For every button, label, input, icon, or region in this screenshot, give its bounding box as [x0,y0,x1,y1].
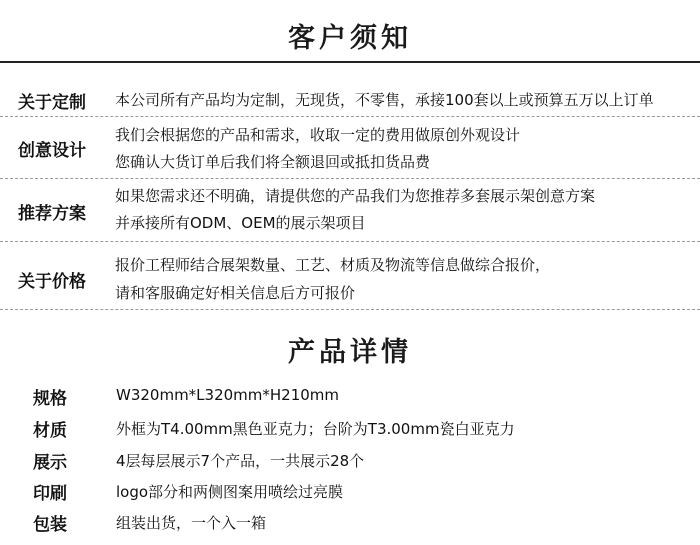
details-title: 产品详情 [288,337,412,368]
notice-label-customization: 关于定制 [18,93,86,113]
row-divider [0,241,700,242]
notice-text-price-1: 报价工程师结合展架数量、工艺、材质及物流等信息做综合报价， [115,256,551,274]
row-divider [0,309,700,310]
notice-label-recommendation: 推荐方案 [18,204,86,224]
spec-value-display: 4层每层展示7个产品，一共展示28个 [116,452,365,470]
notice-text-recommendation-2: 并承接所有ODM、OEM的展示架项目 [115,214,366,232]
spec-value-size: W320mm*L320mm*H210mm [116,386,340,404]
row-divider [0,178,700,179]
row-divider [0,116,700,117]
title-divider [0,61,700,63]
spec-value-packaging: 组装出货，一个入一箱 [116,514,267,532]
notice-label-price: 关于价格 [18,272,86,292]
spec-label-display: 展示 [33,453,67,473]
spec-label-printing: 印刷 [33,484,67,504]
spec-value-material: 外框为T4.00mm黑色亚克力；台阶为T3.00mm瓷白亚克力 [116,420,515,438]
spec-label-packaging: 包装 [33,515,67,535]
notice-text-price-2: 请和客服确定好相关信息后方可报价 [115,284,356,302]
notice-title: 客户须知 [288,23,412,54]
spec-value-printing: logo部分和两侧图案用喷绘过亮膜 [116,483,344,501]
notice-text-design-2: 您确认大货订单后我们将全额退回或抵扣货品费 [115,153,431,171]
notice-text-recommendation-1: 如果您需求还不明确，请提供您的产品我们为您推荐多套展示架创意方案 [115,187,596,205]
notice-text-customization: 本公司所有产品均为定制，无现货，不零售，承接100套以上或预算五万以上订单 [115,91,654,109]
notice-text-design-1: 我们会根据您的产品和需求，收取一定的费用做原创外观设计 [115,126,521,144]
notice-label-design: 创意设计 [18,141,86,161]
spec-label-material: 材质 [33,421,67,441]
spec-label-size: 规格 [33,389,67,409]
